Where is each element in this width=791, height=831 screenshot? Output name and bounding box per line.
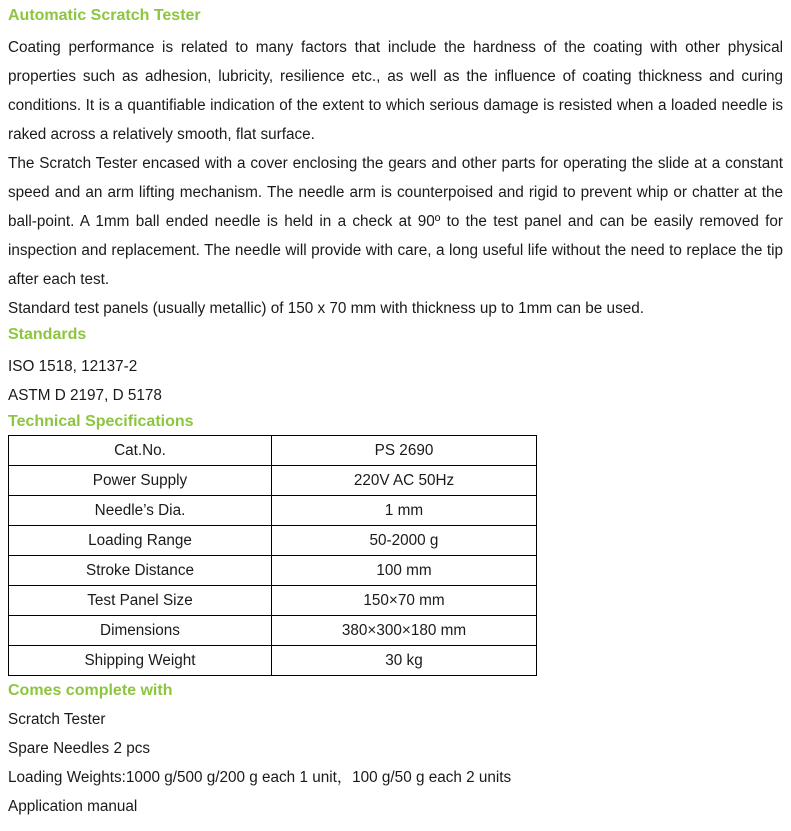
list-item: Loading Weights:1000 g/500 g/200 g each 1 unit，100 g/50 g each 2 units [8, 769, 512, 786]
spec-label: Needle’s Dia. [9, 496, 272, 526]
spec-value: 100 mm [272, 556, 537, 586]
table-row [9, 496, 537, 526]
page-title: Automatic Scratch Tester [8, 7, 201, 24]
specs-heading: Technical Specifications [8, 413, 194, 430]
intro-paragraph: Standard test panels (usually metallic) of 150 x 70 mm with thickness up to 1mm can be used. [8, 300, 644, 317]
spec-value: 380×300×180 mm [272, 616, 537, 646]
table-row [9, 526, 537, 556]
spec-label: Stroke Distance [9, 556, 272, 586]
spec-value: 220V AC 50Hz [272, 466, 537, 496]
table-row [9, 466, 537, 496]
intro-paragraph: The Scratch Tester encased with a cover enclosing the gears and other parts for operating the slide at a constant speed and an arm lifting mechanism. The needle arm is counterpoised and rigid to prevent whip or chatter at the ball-point. A 1mm ball ended needle is held in a check at 90º to the test panel and can be easily removed for inspection and replacement. The needle will provide with care, a long useful life without the need to replace the tip after each test. [8, 155, 783, 288]
spec-label: Cat.No. [9, 436, 272, 466]
standards-heading: Standards [8, 326, 87, 343]
spec-label: Shipping Weight [9, 646, 272, 676]
spec-value: 150×70 mm [272, 586, 537, 616]
table-row [9, 556, 537, 586]
specs-table [8, 435, 537, 676]
table-row [9, 646, 537, 676]
comes-with-heading: Comes complete with [8, 682, 173, 699]
intro-paragraph: Coating performance is related to many factors that include the hardness of the coating with other physical properties such as adhesion, lubricity, resilience etc., as well as the influence of coating thickness and curing conditions. It is a quantifiable indication of the extent to which serious damage is resisted when a loaded needle is raked across a relatively smooth, flat surface. [8, 39, 783, 143]
table-row [9, 586, 537, 616]
standard-item: ISO 1518, 12137-2 [8, 358, 138, 375]
spec-label: Power Supply [9, 466, 272, 496]
list-item: Scratch Tester [8, 711, 106, 728]
table-row [9, 436, 537, 466]
spec-value: PS 2690 [272, 436, 537, 466]
list-item: Application manual [8, 798, 138, 815]
list-item: Spare Needles 2 pcs [8, 740, 151, 757]
spec-value: 1 mm [272, 496, 537, 526]
standard-item: ASTM D 2197, D 5178 [8, 387, 162, 404]
spec-label: Loading Range [9, 526, 272, 556]
spec-label: Dimensions [9, 616, 272, 646]
spec-label: Test Panel Size [9, 586, 272, 616]
table-row [9, 616, 537, 646]
spec-value: 50-2000 g [272, 526, 537, 556]
spec-value: 30 kg [272, 646, 537, 676]
